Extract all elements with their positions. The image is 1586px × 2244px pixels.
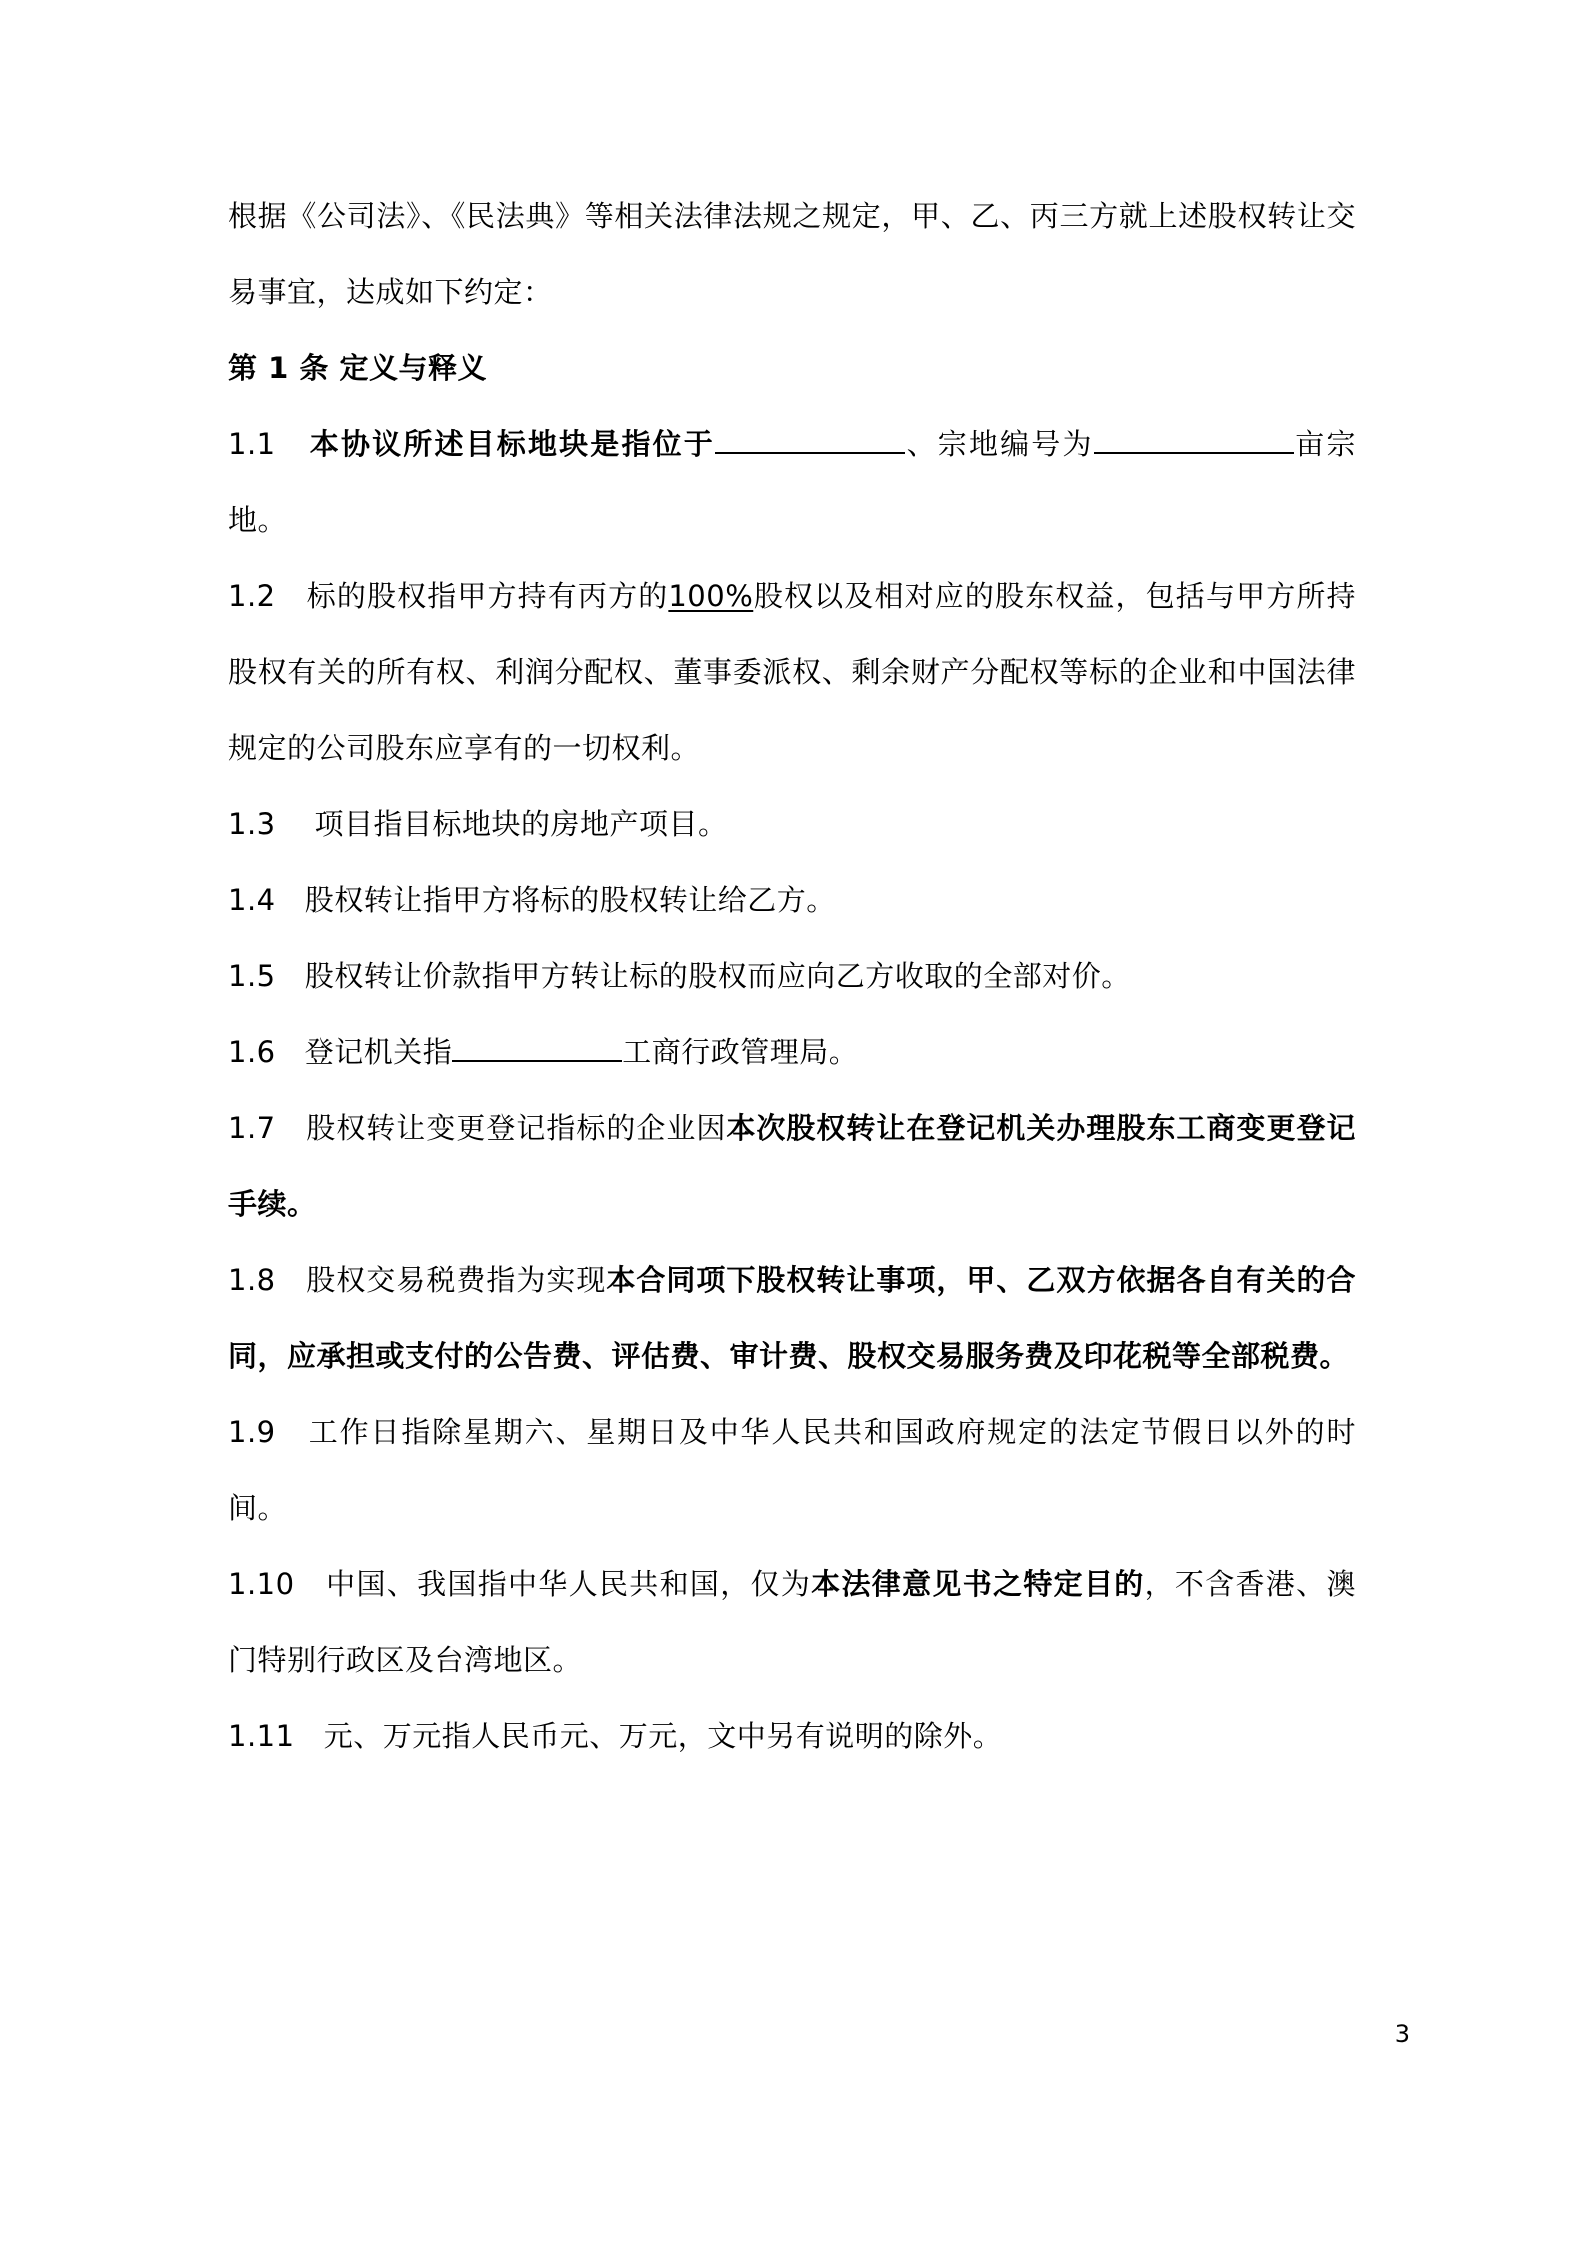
clause-1-2-number: 1.2 [228, 579, 276, 613]
clause-1-10-text-a: 中国、我国指中华人民共和国，仅为 [326, 1567, 812, 1601]
clause-1-3-text: 项目指目标地块的房地产项目。 [314, 807, 728, 841]
clause-1-8-text-b: 本合同项下股权转让事项，甲、乙双方依据各自有关的合同，应承担或支付的公告费、评估费、审计费、股权交易服务费及印花税等全部税费。 [228, 1263, 1356, 1373]
area-blank[interactable] [1276, 452, 1294, 454]
clause-1-5-number: 1.5 [228, 959, 276, 993]
clause-1-1-lead: 本协议所述目标地块是指位于 [309, 427, 715, 461]
clause-1-3 [228, 786, 1356, 862]
target-plot-location-blank[interactable] [715, 452, 905, 454]
clause-1-7 [228, 1090, 1356, 1242]
clause-1-2-text-a: 标的股权指甲方持有丙方的 [306, 579, 669, 613]
clause-1-9 [228, 1394, 1356, 1546]
clause-1-5 [228, 938, 1356, 1014]
clause-1-2-percentage: 100% [668, 579, 754, 613]
registration-authority-blank[interactable] [452, 1060, 622, 1062]
clause-1-10-number: 1.10 [228, 1567, 295, 1601]
clause-1-6 [228, 1014, 1356, 1090]
clause-1-11-text: 元、万元指人民币元、万元，文中另有说明的除外。 [323, 1719, 1003, 1753]
clause-1-8 [228, 1242, 1356, 1394]
clause-1-9-number: 1.9 [228, 1415, 276, 1449]
clause-1-10 [228, 1546, 1356, 1698]
page-number: 3 [1394, 2020, 1410, 2048]
clause-1-3-number: 1.3 [228, 807, 276, 841]
clause-1-6-text-a: 登记机关指 [304, 1035, 453, 1069]
intro-paragraph: 根据《公司法》、《民法典》等相关法律法规之规定，甲、乙、丙三方就上述股权转让交易事宜，达成如下约定： [228, 199, 1356, 309]
clause-1-8-number: 1.8 [228, 1263, 276, 1297]
clause-1-11-number: 1.11 [228, 1719, 295, 1753]
clause-1-4 [228, 862, 1356, 938]
clause-1-1-mid: 、宗地编号为 [904, 427, 1094, 461]
clause-1-8-text-a: 股权交易税费指为实现 [306, 1263, 607, 1297]
clause-1-10-text-c: ，不含香港、澳门特别行政区及台湾地区。 [228, 1567, 1356, 1677]
clause-1-2 [228, 558, 1356, 786]
clause-1-6-text-b: 工商行政管理局。 [622, 1035, 859, 1069]
clause-1-7-text-a: 股权转让变更登记指标的企业因 [306, 1111, 727, 1145]
clause-1-2-text-b: 股权以及相对应的股东权益，包括与甲方所持股权有关的所有权、利润分配权、董事委派权、剩余财产分配权等标的企业和中国法律规定的公司股东应享有的一切权利。 [228, 579, 1356, 765]
clause-1-6-number: 1.6 [228, 1035, 276, 1069]
clause-1-11 [228, 1698, 1356, 1774]
clause-1-5-text: 股权转让价款指甲方转让标的股权而应向乙方收取的全部对价。 [304, 959, 1131, 993]
clause-1-10-text-b: 本法律意见书之特定目的 [811, 1567, 1145, 1601]
clause-1-7-number: 1.7 [228, 1111, 276, 1145]
clause-1-7-text-b: 本次股权转让在登记机关办理股东工商变更登记手续。 [228, 1111, 1356, 1221]
clause-1-1-tail: 亩宗地。 [228, 427, 1356, 537]
clause-1-4-number: 1.4 [228, 883, 276, 917]
section-heading: 第 1 条 定义与释义 [228, 351, 487, 385]
document-body [228, 178, 1356, 1774]
clause-1-1 [228, 406, 1356, 558]
clause-1-4-text: 股权转让指甲方将标的股权转让给乙方。 [304, 883, 836, 917]
plot-number-blank[interactable] [1094, 452, 1276, 454]
clause-1-9-text: 工作日指除星期六、星期日及中华人民共和国政府规定的法定节假日以外的时间。 [228, 1415, 1356, 1525]
clause-1-1-number: 1.1 [228, 427, 276, 461]
